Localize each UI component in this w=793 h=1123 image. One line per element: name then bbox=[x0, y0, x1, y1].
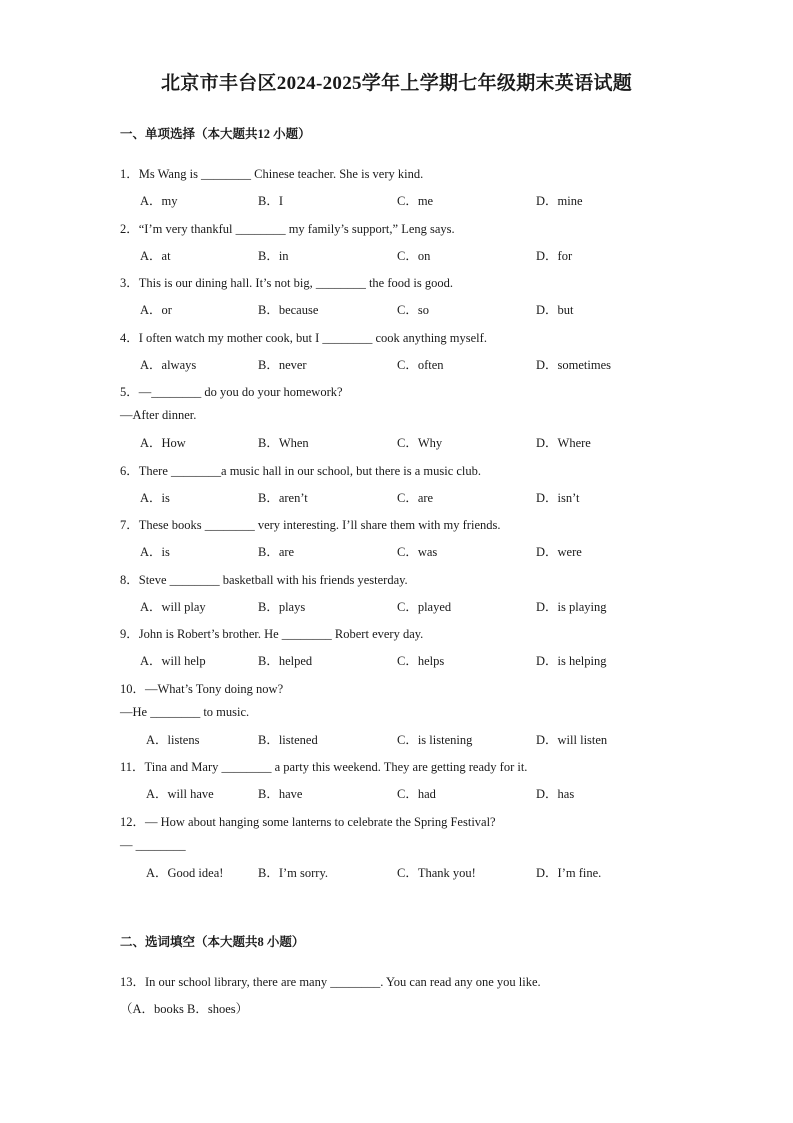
option-a[interactable]: A．always bbox=[140, 358, 197, 372]
question-8-options bbox=[0, 597, 793, 615]
option-d[interactable]: D．will listen bbox=[536, 733, 608, 747]
option-b[interactable]: B．I’m sorry. bbox=[258, 866, 329, 880]
question-2-options bbox=[0, 246, 793, 264]
option-a[interactable]: A．or bbox=[140, 303, 172, 317]
option-d[interactable]: D．for bbox=[536, 249, 573, 263]
option-c[interactable]: C．was bbox=[397, 545, 438, 559]
option-b[interactable]: B．are bbox=[258, 545, 295, 559]
question-3-stem: 3．This is our dining hall. It’s not big, ________ the food is good. bbox=[120, 276, 453, 290]
option-c[interactable]: C．helps bbox=[397, 654, 445, 668]
question-2-stem: 2．“I’m very thankful ________ my family’s support,” Leng says. bbox=[120, 222, 455, 236]
option-a[interactable]: A．will help bbox=[140, 654, 206, 668]
option-a[interactable]: A．Good idea! bbox=[146, 866, 224, 880]
option-d[interactable]: D．isn’t bbox=[536, 491, 580, 505]
option-d[interactable]: D．but bbox=[536, 303, 574, 317]
option-b[interactable]: B．aren’t bbox=[258, 491, 308, 505]
question-11-stem: 11．Tina and Mary ________ a party this weekend. They are getting ready for it. bbox=[120, 760, 528, 774]
question-5-options bbox=[0, 433, 793, 451]
section-heading-1: 一、单项选择（本大题共12 小题） bbox=[120, 127, 311, 141]
question-4-options bbox=[0, 355, 793, 373]
question-9-options bbox=[0, 651, 793, 669]
option-c[interactable]: C．are bbox=[397, 491, 434, 505]
question-7-options bbox=[0, 542, 793, 560]
question-5-stem: 5．—________ do you do your homework? bbox=[120, 385, 343, 399]
option-b[interactable]: B．never bbox=[258, 358, 307, 372]
option-a[interactable]: A．will play bbox=[140, 600, 206, 614]
option-d[interactable]: D．mine bbox=[536, 194, 583, 208]
question-13-choices: （A．books B．shoes） bbox=[120, 1002, 249, 1016]
question-1-options bbox=[0, 191, 793, 209]
question-11-options bbox=[0, 784, 793, 802]
question-12-stem: 12．— How about hanging some lanterns to celebrate the Spring Festival? bbox=[120, 815, 496, 829]
option-c[interactable]: C．had bbox=[397, 787, 436, 801]
option-b[interactable]: B．When bbox=[258, 436, 309, 450]
option-d[interactable]: D．Where bbox=[536, 436, 591, 450]
option-a[interactable]: A．will have bbox=[146, 787, 214, 801]
option-c[interactable]: C．on bbox=[397, 249, 431, 263]
question-6-options bbox=[0, 488, 793, 506]
option-b[interactable]: B．have bbox=[258, 787, 303, 801]
option-a[interactable]: A．is bbox=[140, 491, 170, 505]
option-b[interactable]: B．in bbox=[258, 249, 289, 263]
option-d[interactable]: D．were bbox=[536, 545, 582, 559]
option-c[interactable]: C．Why bbox=[397, 436, 443, 450]
question-8-stem: 8．Steve ________ basketball with his friends yesterday. bbox=[120, 573, 408, 587]
section-heading-2: 二、选词填空（本大题共8 小题） bbox=[120, 935, 305, 949]
question-3-options bbox=[0, 300, 793, 318]
option-c[interactable]: C．Thank you! bbox=[397, 866, 476, 880]
option-a[interactable]: A．How bbox=[140, 436, 186, 450]
option-a[interactable]: A．is bbox=[140, 545, 170, 559]
option-b[interactable]: B．I bbox=[258, 194, 284, 208]
option-d[interactable]: D．sometimes bbox=[536, 358, 611, 372]
question-1-stem: 1．Ms Wang is ________ Chinese teacher. She is very kind. bbox=[120, 167, 424, 181]
question-12-options bbox=[0, 863, 793, 881]
option-c[interactable]: C．often bbox=[397, 358, 444, 372]
option-d[interactable]: D．is playing bbox=[536, 600, 607, 614]
option-d[interactable]: D．has bbox=[536, 787, 575, 801]
option-c[interactable]: C．is listening bbox=[397, 733, 473, 747]
option-a[interactable]: A．listens bbox=[146, 733, 200, 747]
option-b[interactable]: B．plays bbox=[258, 600, 306, 614]
question-7-stem: 7．These books ________ very interesting. I’ll share them with my friends. bbox=[120, 518, 501, 532]
option-b[interactable]: B．helped bbox=[258, 654, 313, 668]
question-6-stem: 6．There ________a music hall in our school, but there is a music club. bbox=[120, 464, 482, 478]
option-c[interactable]: C．played bbox=[397, 600, 452, 614]
page-title: 北京市丰台区2024-2025学年上学期七年级期末英语试题 bbox=[160, 73, 633, 94]
option-b[interactable]: B．because bbox=[258, 303, 319, 317]
question-13-stem: 13．In our school library, there are many ________. You can read any one you like. bbox=[120, 975, 541, 989]
question-10-answer-line: —He ________ to music. bbox=[120, 705, 250, 719]
option-c[interactable]: C．me bbox=[397, 194, 434, 208]
question-5-answer-line: —After dinner. bbox=[120, 408, 197, 422]
question-4-stem: 4．I often watch my mother cook, but I ________ cook anything myself. bbox=[120, 331, 487, 345]
question-9-stem: 9．John is Robert’s brother. He ________ Robert every day. bbox=[120, 627, 424, 641]
option-d[interactable]: D．is helping bbox=[536, 654, 607, 668]
option-b[interactable]: B．listened bbox=[258, 733, 318, 747]
question-12-answer-line: — ________ bbox=[120, 838, 186, 852]
question-10-options bbox=[0, 730, 793, 748]
option-a[interactable]: A．at bbox=[140, 249, 171, 263]
question-10-stem: 10．—What’s Tony doing now? bbox=[120, 682, 284, 696]
option-d[interactable]: D．I’m fine. bbox=[536, 866, 602, 880]
option-a[interactable]: A．my bbox=[140, 194, 178, 208]
option-c[interactable]: C．so bbox=[397, 303, 429, 317]
